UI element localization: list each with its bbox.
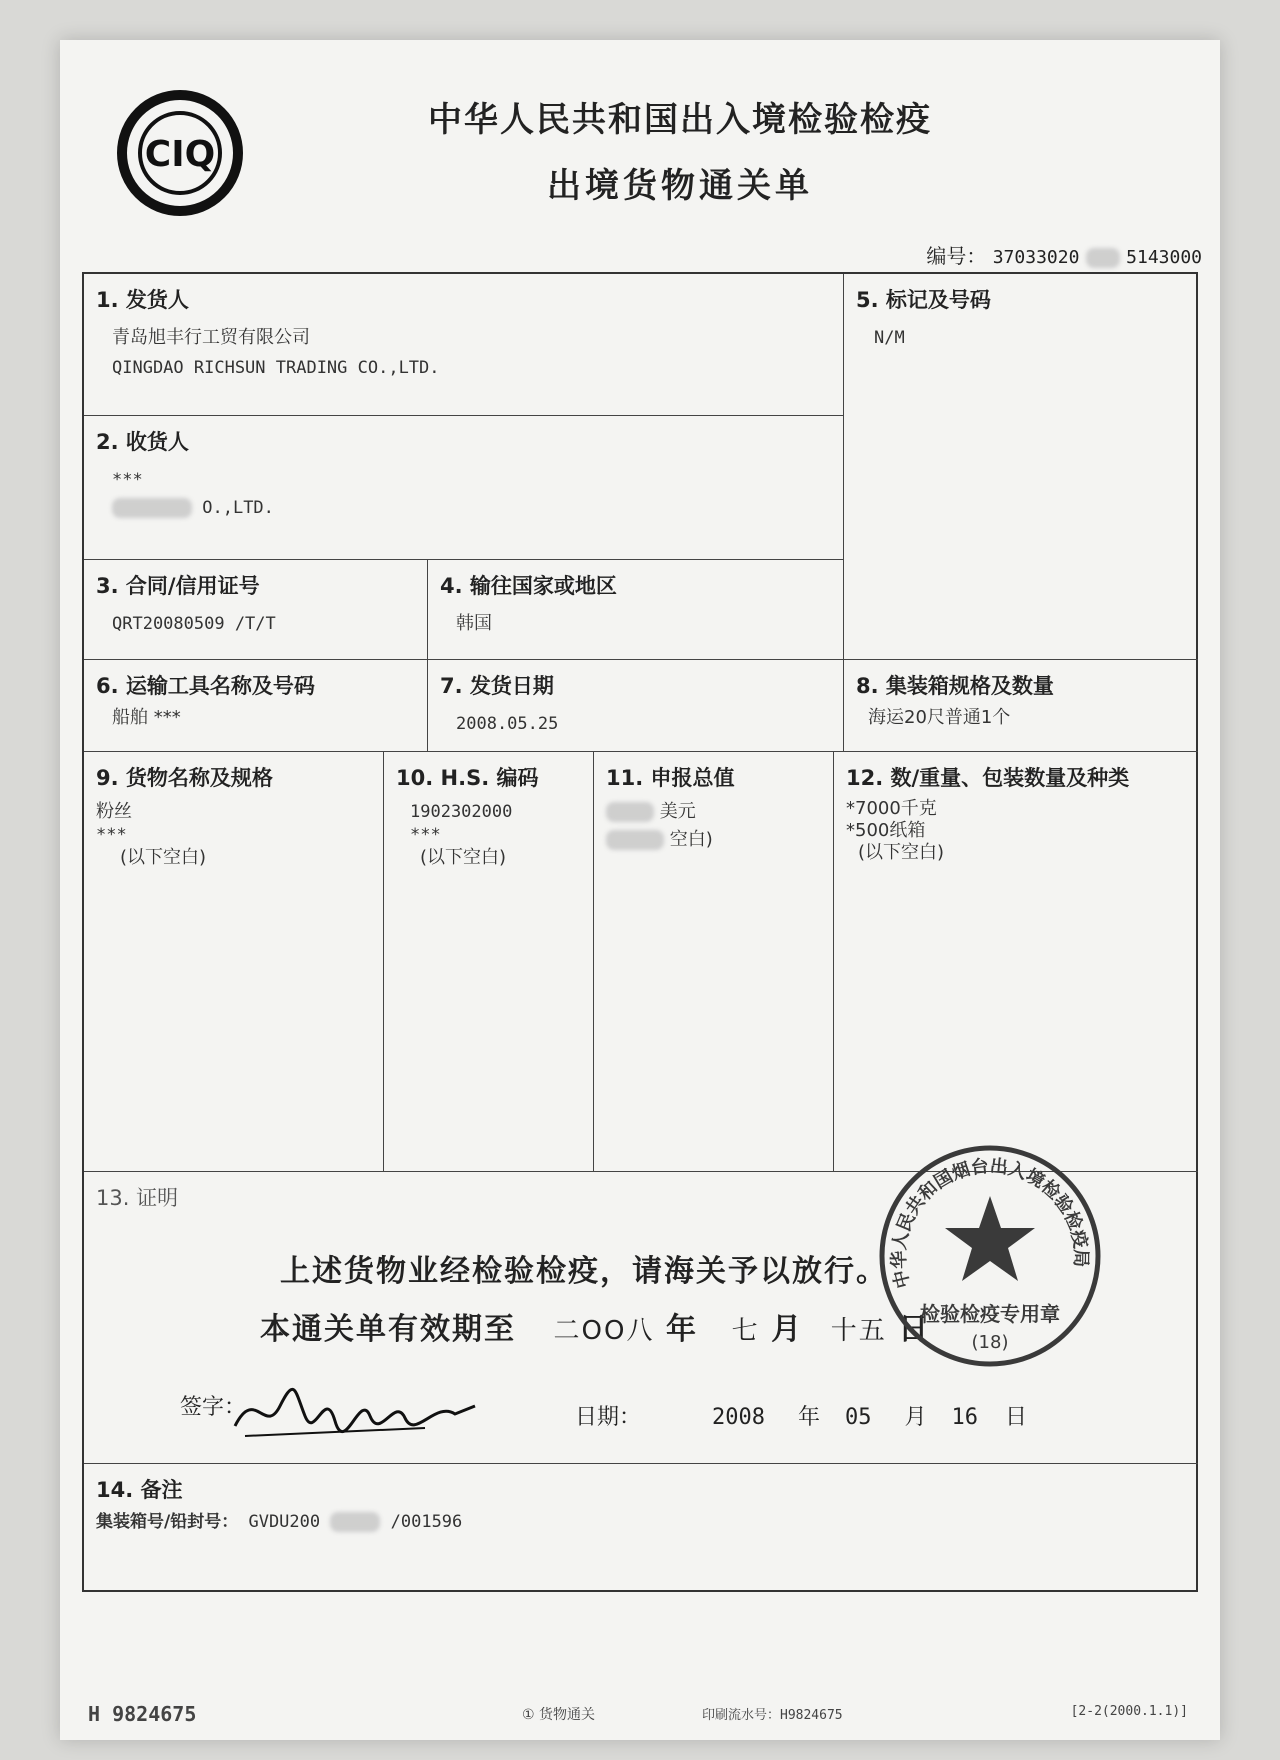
container-seal-label: 集装箱号/铅封号： [96, 1512, 239, 1532]
footer-serial: H 9824675 [88, 1702, 197, 1726]
date-day: 16 [951, 1405, 979, 1430]
contract-label: 3. 合同/信用证号 [96, 574, 260, 598]
quantity-line3: (以下空白) [858, 842, 945, 863]
redaction-blur [330, 1512, 380, 1532]
container-seal-value-a: GVDU200 [248, 1512, 321, 1532]
shipper-cell [84, 274, 844, 416]
date-label: 日期： [575, 1405, 642, 1430]
destination-cell [428, 560, 844, 660]
signature-label: 签字： [180, 1395, 247, 1420]
signature-scribble [225, 1366, 485, 1446]
serial-value: 37033020 [992, 247, 1080, 268]
shipper-label: 1. 发货人 [96, 288, 189, 312]
hs-line1: 1902302000 [410, 802, 513, 822]
quantity-label: 12. 数/重量、包装数量及种类 [846, 766, 1130, 790]
container-cell [844, 660, 1198, 752]
goods-line2: *** [96, 825, 127, 845]
marks-value: N/M [874, 328, 905, 348]
footer-print-no: 印刷流水号：H9824675 [702, 1708, 843, 1723]
consignee-line1-text: *** [112, 470, 143, 490]
validity-prefix: 本通关单有效期至 [260, 1312, 516, 1347]
goods-label: 9. 货物名称及规格 [96, 766, 273, 790]
validity-year-char: 年 [666, 1312, 699, 1347]
contract-cell [84, 560, 428, 660]
goods-line1: 粉丝 [96, 801, 132, 822]
consignee-cell [84, 416, 844, 560]
validity-day-char: 日 [898, 1312, 931, 1347]
certificate-label: 13. 证明 [96, 1186, 179, 1210]
stamp-star-icon [945, 1196, 1035, 1281]
serial-number [926, 240, 1202, 269]
validity-year: 二OO八 [553, 1316, 655, 1346]
validity-day: 十五 [830, 1316, 887, 1346]
date-month: 05 [845, 1405, 872, 1430]
certificate-statement: 上述货物业经检验检疫，请海关予以放行。 [280, 1254, 888, 1289]
date-month-char: 月 [904, 1405, 927, 1430]
hs-line3: (以下空白) [420, 847, 507, 868]
consignee-line2 [96, 494, 831, 522]
form-footer [82, 1692, 1198, 1732]
container-seal-value-b: /001596 [390, 1512, 463, 1532]
hs-label: 10. H.S. 编码 [396, 766, 539, 790]
value-total-line1-text: 美元 [659, 801, 696, 822]
shipper-name-cn: 青岛旭丰行工贸有限公司 [112, 327, 310, 348]
serial-tail: 5143000 [1126, 247, 1202, 268]
quantity-line2: *500纸箱 [846, 820, 926, 841]
marks-cell [844, 274, 1198, 660]
redaction-blur [1086, 248, 1120, 268]
form-title: 出境货物通关单 [547, 166, 813, 206]
destination-value: 韩国 [456, 613, 492, 634]
transport-label: 6. 运输工具名称及号码 [96, 674, 315, 698]
official-stamp [870, 1136, 1110, 1376]
ship-date-label: 7. 发货日期 [440, 674, 554, 698]
remarks-container-seal [96, 1508, 1186, 1536]
date-day-char: 日 [1005, 1405, 1028, 1430]
value-total-cell [594, 752, 834, 1172]
serial-label: 编号： [926, 244, 987, 268]
stamp-seal-text: 检验检疫专用章 [920, 1302, 1060, 1326]
shipper-name-en: QINGDAO RICHSUN TRADING CO.,LTD. [112, 358, 440, 378]
destination-label: 4. 输往国家或地区 [440, 574, 617, 598]
validity-month: 七 [731, 1316, 760, 1346]
logo-text: CIQ [144, 134, 216, 175]
page-title: 中华人民共和国出入境检验检疫 [428, 100, 932, 140]
remarks-cell [84, 1464, 1198, 1590]
value-total-line2 [606, 826, 821, 854]
container-label: 8. 集装箱规格及数量 [856, 674, 1054, 698]
goods-line3: (以下空白) [120, 847, 207, 868]
value-total-line1 [606, 798, 821, 826]
contract-value: QRT20080509 /T/T [112, 614, 276, 634]
quantity-cell [834, 752, 1198, 1172]
goods-cell [84, 752, 384, 1172]
ship-date-value: 2008.05.25 [456, 714, 559, 734]
hs-line2: *** [410, 825, 441, 845]
value-total-line2-text: 空白) [669, 829, 713, 850]
customs-clearance-form [60, 40, 1220, 1740]
footer-form-code: [2-2(2000.1.1)] [1070, 1704, 1188, 1719]
redaction-blur [606, 802, 654, 822]
hs-cell [384, 752, 594, 1172]
transport-value: 船舶 *** [112, 707, 181, 728]
stamp-number: (18) [971, 1332, 1009, 1353]
redaction-blur [606, 830, 664, 850]
consignee-label: 2. 收货人 [96, 430, 189, 454]
date-year-char: 年 [798, 1405, 821, 1430]
container-value: 海运20尺普通1个 [868, 707, 1011, 728]
redaction-blur [112, 498, 192, 518]
stamp-arc-text: 中华人民共和国烟台出入境检验检疫局 [888, 1155, 1092, 1291]
quantity-line1: *7000千克 [846, 798, 937, 819]
date-year: 2008 [712, 1405, 765, 1430]
consignee-line1 [96, 466, 831, 494]
certificate-validity [260, 1304, 930, 1348]
transport-cell [84, 660, 428, 752]
ship-date-cell [428, 660, 844, 752]
date-row [575, 1400, 1027, 1431]
marks-label: 5. 标记及号码 [856, 288, 991, 312]
remarks-label: 14. 备注 [96, 1478, 183, 1502]
footer-copy-name: ① 货物通关 [522, 1707, 596, 1723]
validity-month-char: 月 [771, 1312, 804, 1347]
consignee-line2-text: O.,LTD. [202, 498, 274, 518]
value-total-label: 11. 申报总值 [606, 766, 735, 790]
